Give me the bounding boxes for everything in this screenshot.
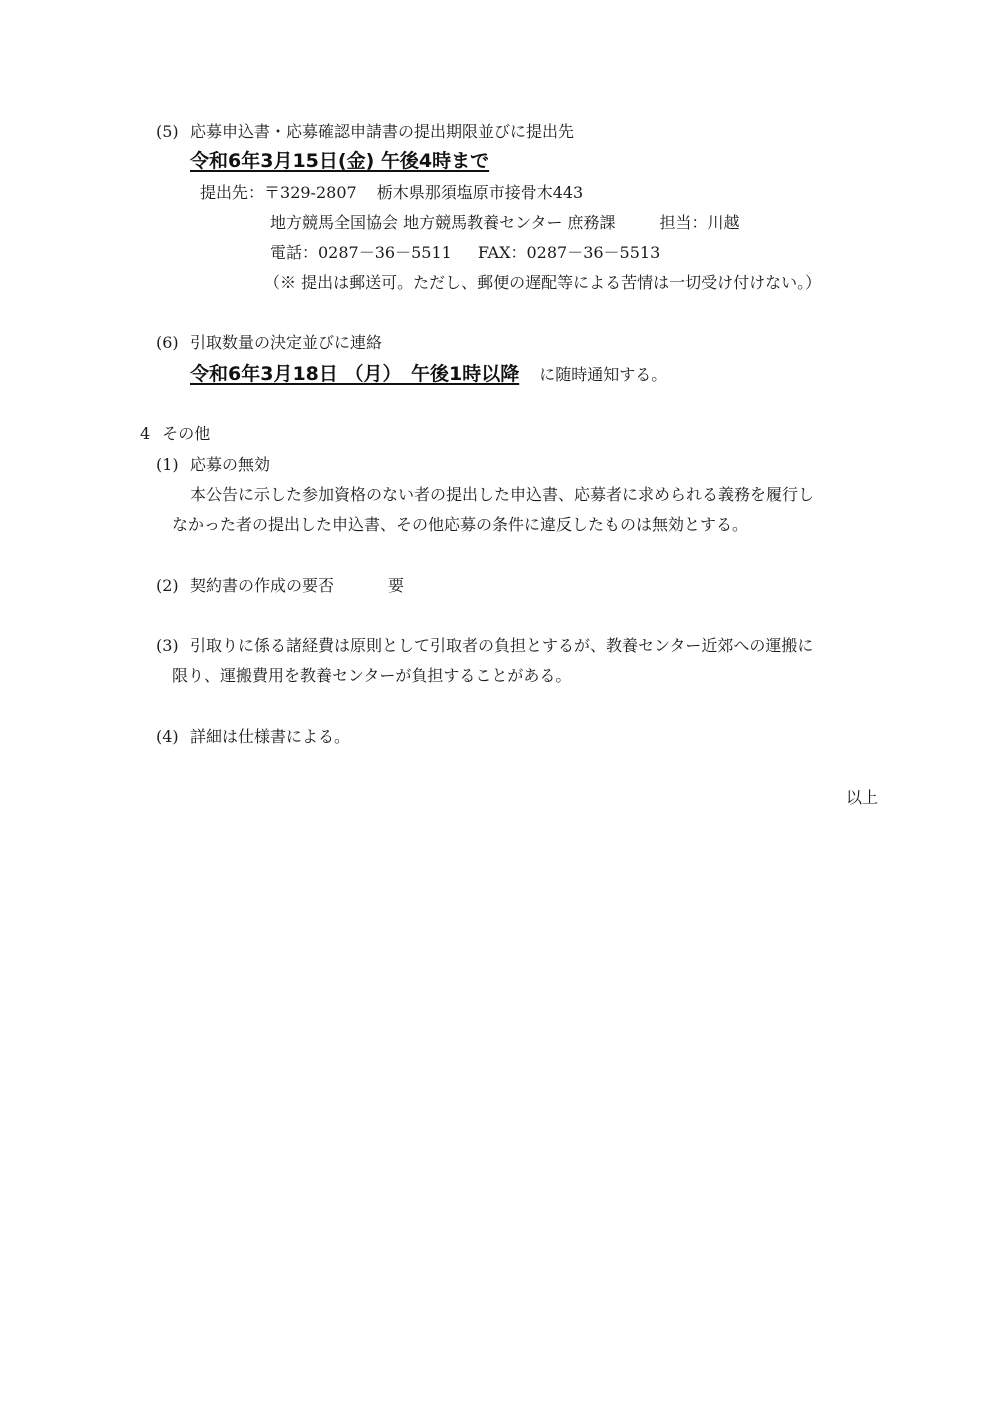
item1-body-text1: 本公告に示した参加資格のない者の提出した申込書、応募者に求められる義務を履行し xyxy=(190,485,815,504)
section5-heading: 応募申込書・応募確認申請書の提出期限並びに提出先 xyxy=(190,122,575,141)
contact-person: 担当：川越 xyxy=(659,213,740,232)
address: 栃木県那須塩原市接骨木443 xyxy=(376,183,584,202)
item2-heading: 契約書の作成の要否 xyxy=(190,576,335,595)
section5-number: (5) xyxy=(156,122,179,141)
closing-mark: 以上 xyxy=(846,788,879,807)
phone-number: 電話：0287－36－5511 xyxy=(270,243,452,262)
section6-heading-line xyxy=(156,333,382,353)
submit-label: 提出先： xyxy=(200,183,265,202)
item4-number: (4) xyxy=(156,727,179,746)
item2-number: (2) xyxy=(156,576,179,595)
item1-heading-line xyxy=(156,455,270,475)
section6-number: (6) xyxy=(156,333,179,352)
section6-date: 令和6年3月18日 （月） 午後1時以降 xyxy=(190,363,520,385)
item3-text1: 引取りに係る諸経費は原則として引取者の負担とするが、教養センター近郊への運搬に xyxy=(190,636,814,655)
postal-code: 〒329-2807 xyxy=(264,183,357,202)
item1-heading: 応募の無効 xyxy=(190,455,271,474)
section5-address-line xyxy=(200,183,583,203)
item3-line2 xyxy=(172,666,571,686)
item1-body-text2: なかった者の提出した申込書、その他応募の条件に違反したものは無効とする。 xyxy=(172,515,749,534)
section5-organization-line xyxy=(270,213,740,233)
mail-note: （※ 提出は郵送可。ただし、郵便の遅配等による苦情は一切受け付けない。） xyxy=(264,273,822,292)
section6-date-line xyxy=(190,364,667,385)
section4-heading-line xyxy=(140,424,210,444)
item1-body-line2 xyxy=(172,515,748,535)
item4-line xyxy=(156,727,350,747)
section6-heading: 引取数量の決定並びに連絡 xyxy=(190,333,383,352)
item1-body-line1 xyxy=(190,485,814,505)
item3-line1 xyxy=(156,636,813,656)
section4-number: 4 xyxy=(140,424,151,443)
organization: 地方競馬全国協会 地方競馬教養センター 庶務課 xyxy=(270,213,616,232)
item2-line xyxy=(156,576,404,596)
section5-deadline: 令和6年3月15日(金) 午後4時まで xyxy=(190,150,490,172)
section5-note-line xyxy=(264,273,821,293)
section5-heading-line xyxy=(156,122,574,142)
section4-heading: その他 xyxy=(162,424,211,443)
fax-number: FAX：0287－36－5513 xyxy=(477,243,661,262)
section5-deadline-line xyxy=(190,151,489,172)
item4-text: 詳細は仕様書による。 xyxy=(190,727,351,746)
item3-number: (3) xyxy=(156,636,179,655)
item2-value: 要 xyxy=(388,576,405,595)
item3-text2: 限り、運搬費用を教養センターが負担することがある。 xyxy=(172,666,572,685)
section5-phone-line xyxy=(270,243,660,263)
section6-suffix: に随時通知する。 xyxy=(539,365,668,384)
item1-number: (1) xyxy=(156,455,179,474)
